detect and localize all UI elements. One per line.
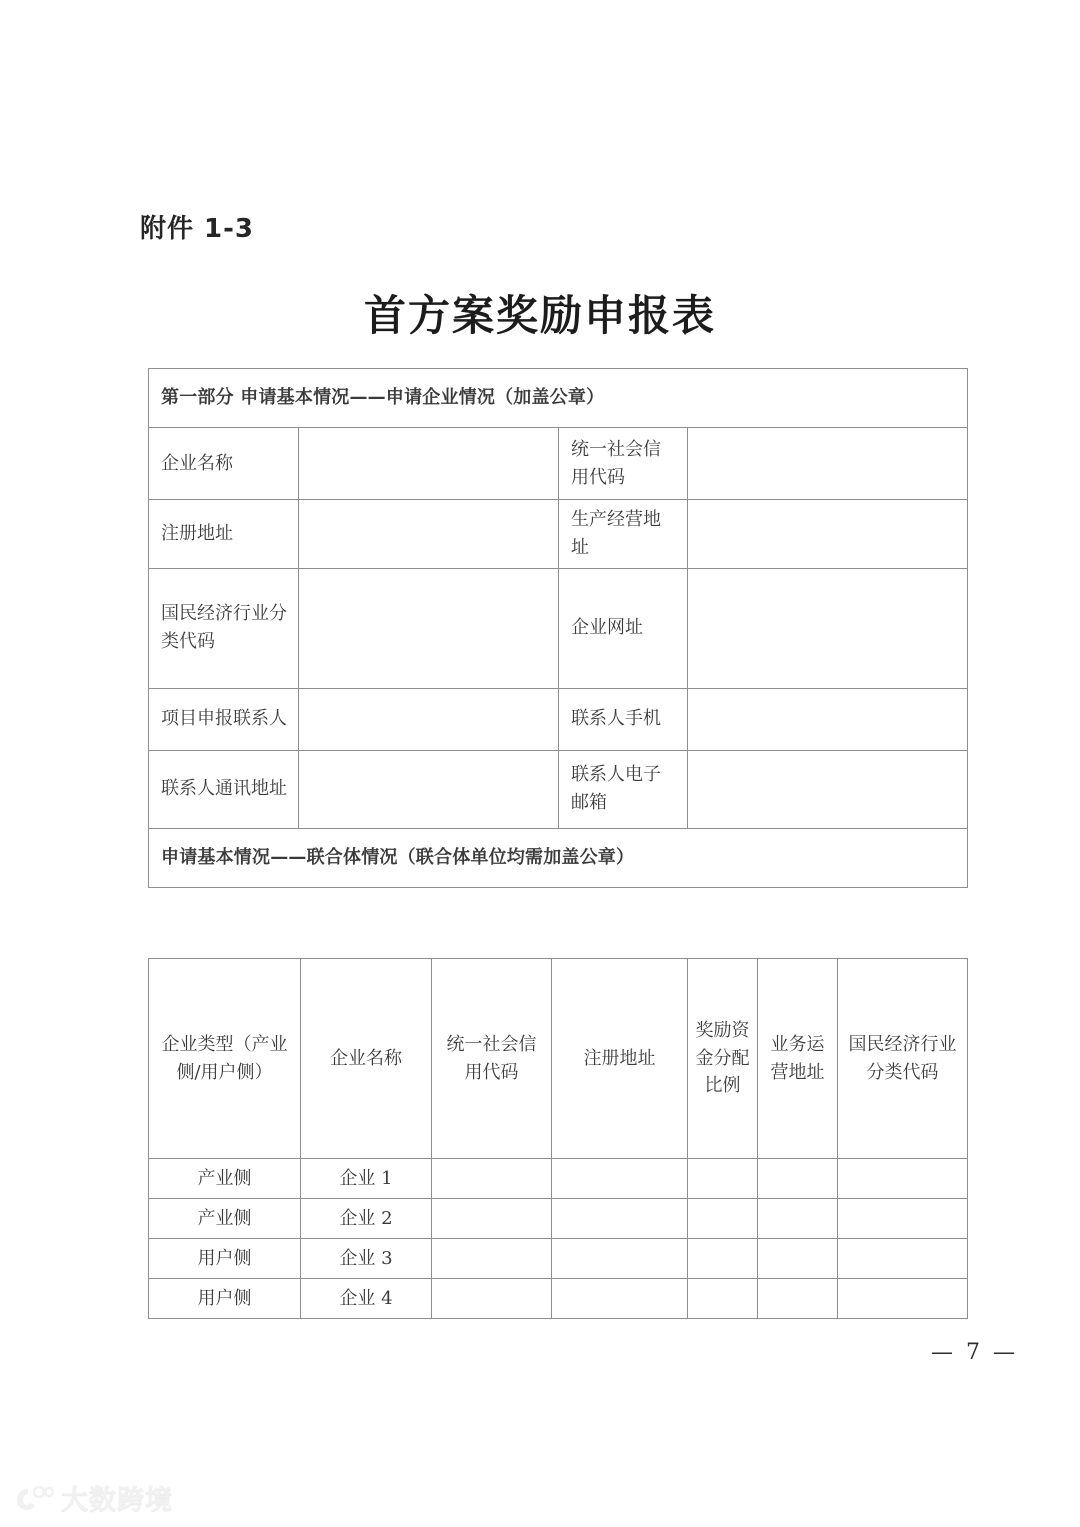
cell-award-ratio[interactable] — [688, 1199, 758, 1239]
field-contact-address[interactable] — [299, 750, 559, 828]
cell-credit-code[interactable] — [432, 1239, 552, 1279]
table-row — [149, 500, 968, 569]
cell-award-ratio[interactable] — [688, 1279, 758, 1319]
cell-company-name: 企业 4 — [301, 1279, 432, 1319]
column-header-operation-address: 业务运营地址 — [758, 959, 838, 1159]
attachment-label: 附件 1-3 — [140, 214, 255, 244]
section-one-header-row — [149, 369, 968, 428]
cell-credit-code[interactable] — [432, 1279, 552, 1319]
table-row — [149, 1159, 968, 1199]
column-header-company-name: 企业名称 — [301, 959, 432, 1159]
label-registered-address: 注册地址 — [149, 500, 299, 569]
label-company-name: 企业名称 — [149, 428, 299, 500]
label-project-contact: 项目申报联系人 — [149, 688, 299, 750]
cell-industry-code[interactable] — [838, 1279, 968, 1319]
cell-registered-address[interactable] — [552, 1199, 688, 1239]
cell-operation-address[interactable] — [758, 1239, 838, 1279]
section-two-header-row — [149, 828, 968, 887]
section-two-header: 申请基本情况——联合体情况（联合体单位均需加盖公章） — [149, 828, 968, 887]
field-credit-code[interactable] — [688, 428, 968, 500]
table-row — [149, 568, 968, 688]
cell-company-name: 企业 2 — [301, 1199, 432, 1239]
column-header-registered-address: 注册地址 — [552, 959, 688, 1159]
label-credit-code: 统一社会信用代码 — [559, 428, 688, 500]
column-header-company-type: 企业类型（产业侧/用户侧） — [149, 959, 301, 1159]
cell-industry-code[interactable] — [838, 1199, 968, 1239]
watermark-text: 大数跨境 — [61, 1485, 173, 1516]
table-row — [149, 428, 968, 500]
table-row — [149, 1279, 968, 1319]
column-header-industry-code: 国民经济行业分类代码 — [838, 959, 968, 1159]
table-row — [149, 1239, 968, 1279]
cell-company-type: 产业侧 — [149, 1199, 301, 1239]
cell-award-ratio[interactable] — [688, 1159, 758, 1199]
field-contact-mobile[interactable] — [688, 688, 968, 750]
cell-credit-code[interactable] — [432, 1199, 552, 1239]
field-project-contact[interactable] — [299, 688, 559, 750]
field-company-website[interactable] — [688, 568, 968, 688]
section-one-header: 第一部分 申请基本情况——申请企业情况（加盖公章） — [149, 369, 968, 428]
table-row — [149, 750, 968, 828]
brand-logo-icon — [14, 1483, 54, 1513]
field-industry-code[interactable] — [299, 568, 559, 688]
field-registered-address[interactable] — [299, 500, 559, 569]
label-industry-code: 国民经济行业分类代码 — [149, 568, 299, 688]
application-form-table — [148, 368, 968, 888]
label-contact-address: 联系人通讯地址 — [149, 750, 299, 828]
cell-industry-code[interactable] — [838, 1239, 968, 1279]
cell-operation-address[interactable] — [758, 1159, 838, 1199]
cell-company-name: 企业 1 — [301, 1159, 432, 1199]
watermark — [14, 1478, 173, 1517]
label-contact-email: 联系人电子邮箱 — [559, 750, 688, 828]
table-row — [149, 688, 968, 750]
cell-registered-address[interactable] — [552, 1159, 688, 1199]
cell-company-type: 用户侧 — [149, 1239, 301, 1279]
cell-operation-address[interactable] — [758, 1199, 838, 1239]
page-number: — 7 — — [931, 1340, 1018, 1365]
cell-registered-address[interactable] — [552, 1239, 688, 1279]
consortium-header-row — [149, 959, 968, 1159]
cell-credit-code[interactable] — [432, 1159, 552, 1199]
label-operation-address: 生产经营地址 — [559, 500, 688, 569]
column-header-credit-code: 统一社会信用代码 — [432, 959, 552, 1159]
label-contact-mobile: 联系人手机 — [559, 688, 688, 750]
cell-operation-address[interactable] — [758, 1279, 838, 1319]
cell-company-type: 用户侧 — [149, 1279, 301, 1319]
label-company-website: 企业网址 — [559, 568, 688, 688]
cell-company-name: 企业 3 — [301, 1239, 432, 1279]
field-company-name[interactable] — [299, 428, 559, 500]
cell-award-ratio[interactable] — [688, 1239, 758, 1279]
table-row — [149, 1199, 968, 1239]
consortium-table — [148, 958, 968, 1319]
cell-industry-code[interactable] — [838, 1159, 968, 1199]
column-header-award-ratio: 奖励资金分配比例 — [688, 959, 758, 1159]
field-operation-address[interactable] — [688, 500, 968, 569]
cell-registered-address[interactable] — [552, 1279, 688, 1319]
cell-company-type: 产业侧 — [149, 1159, 301, 1199]
field-contact-email[interactable] — [688, 750, 968, 828]
page-title: 首方案奖励申报表 — [363, 291, 716, 340]
